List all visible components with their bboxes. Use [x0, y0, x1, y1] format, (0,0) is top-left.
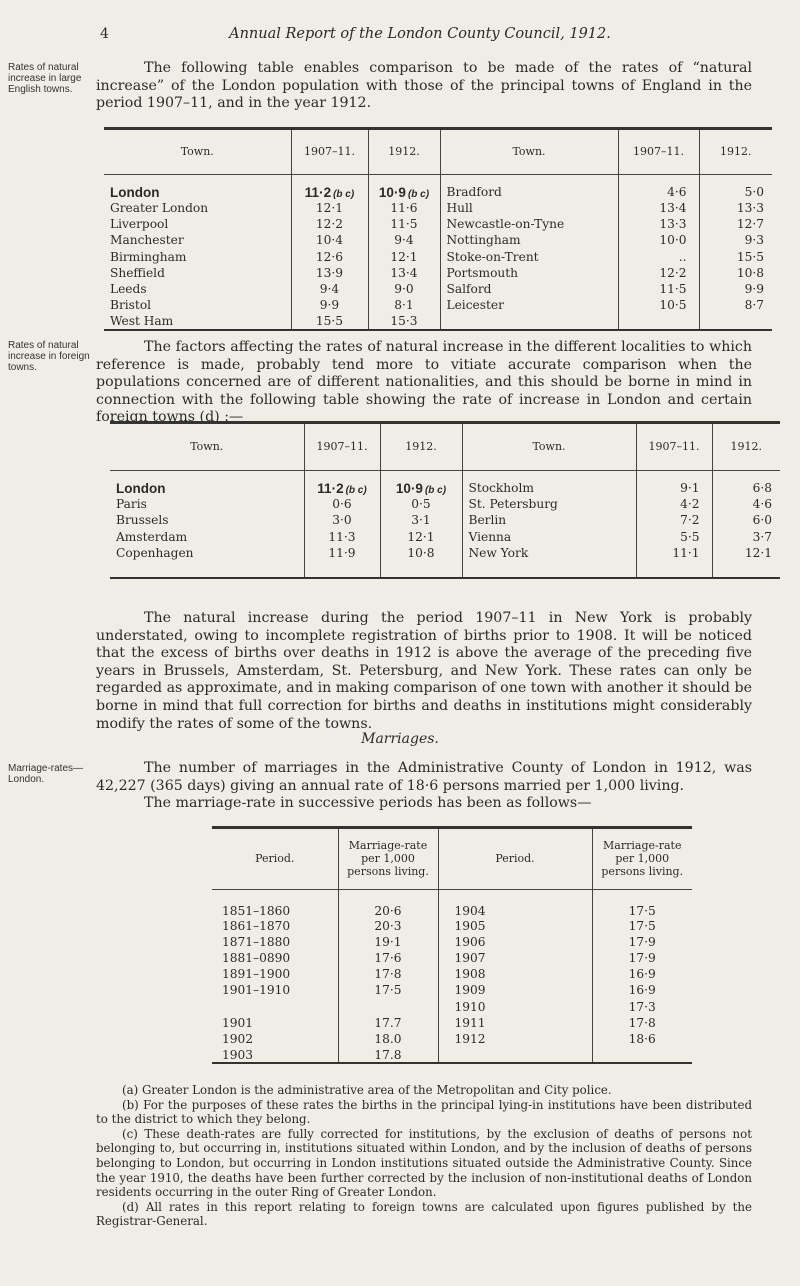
rate-1912-value: 8·1: [394, 298, 414, 313]
town-name-2: Bradford: [440, 174, 618, 200]
period: 1891–1900: [222, 967, 291, 982]
town-label: London: [116, 480, 166, 496]
col-header-town-2: Town.: [462, 424, 636, 470]
town-name: [110, 529, 304, 546]
town-name: [110, 512, 304, 529]
rate-1912-value: 9·4: [394, 233, 414, 248]
period-2: 1905: [438, 918, 592, 934]
period: 1851–1860: [222, 903, 291, 918]
col-header-period-2: Period.: [438, 829, 592, 889]
town-label: London: [110, 184, 160, 200]
rate-1912: [368, 314, 440, 330]
rate-1907-11-note: (b c): [333, 188, 355, 200]
rate-1907-11-2: 9·1: [636, 470, 712, 496]
table-row: [104, 174, 772, 200]
page-header: [100, 26, 740, 42]
table-row: [104, 297, 772, 313]
rate-1912-note: (b c): [424, 484, 447, 496]
rate-1912-2: 9·9: [699, 281, 772, 297]
town-name: [104, 314, 291, 330]
town-label: Paris: [116, 496, 147, 511]
town-name: [104, 232, 291, 248]
rate-1907-11-note: (b c): [345, 484, 367, 496]
rate-1907-11-value: 12·1: [315, 200, 344, 215]
town-label: Bristol: [110, 298, 152, 313]
rate-1912-value: 10·8: [407, 546, 435, 561]
town-label: Birmingham: [110, 249, 187, 264]
rate-1907-11: [291, 248, 368, 264]
rate-1912-2: 3·7: [712, 529, 780, 546]
period: 1861–1870: [222, 918, 291, 933]
rate-1907-11-value: 11·2: [317, 480, 344, 496]
rate-1912-value: 11·5: [390, 216, 418, 231]
town-label: Manchester: [110, 233, 184, 248]
marriage-rate: [338, 998, 438, 1014]
rate-1907-11-2: 13·3: [618, 216, 699, 232]
town-name: [110, 562, 304, 579]
rate-1907-11-2: 5·5: [636, 529, 712, 546]
rate-1907-11-2: ..: [618, 248, 699, 264]
period-2: [438, 1047, 592, 1063]
rate-1907-11-value: 0·6: [332, 496, 352, 511]
marriage-rate-2: 16·9: [592, 982, 692, 998]
rate-1912: [380, 496, 462, 513]
rate-1912-2: 12·1: [712, 545, 780, 562]
rate-1912-2: 13·3: [699, 200, 772, 216]
marriages-paragraph: The number of marriages in the Administrative County of London in 1912, was 42,227 (365 days) giving an annual rate of 18·6 persons married per 1,000 living. The marriage-rate in successive periods has been as follows—: [96, 760, 752, 812]
period: 1902: [222, 1031, 254, 1046]
footnote-a: (a) Greater London is the administrative area of the Metropolitan and City police.: [122, 1083, 612, 1097]
col-header-town: Town.: [190, 440, 224, 454]
rate-1912-2: [712, 562, 780, 579]
marriage-rate-2: 17·5: [592, 889, 692, 918]
rate-1907-11-value: 15·5: [315, 314, 344, 329]
rate-1912: [368, 281, 440, 297]
rate-1912: [380, 470, 462, 496]
rate-1907-11: [291, 314, 368, 330]
marriage-rate: 17·6: [338, 950, 438, 966]
intro-paragraph: The following table enables comparison to be made of the rates of “natural increase” of the London population with those of the principal towns of England in the period 1907–11, and in the year 1912.: [96, 60, 752, 112]
col-header-town: Town.: [180, 145, 214, 159]
rate-1912-2: 15·5: [699, 248, 772, 264]
rate-1907-11-2: 7·2: [636, 512, 712, 529]
rate-1912-value: 3·1: [411, 513, 431, 528]
rate-1912-2: 8·7: [699, 297, 772, 313]
rate-1907-11: [291, 265, 368, 281]
marriages-heading: Marriages.: [361, 731, 439, 747]
period-2: 1910: [438, 998, 592, 1014]
period: [212, 998, 338, 1014]
table-row: [212, 1015, 692, 1031]
margin-note-foreign-towns: Rates of natural increase in foreign towns.: [8, 340, 90, 373]
rate-1907-11-value: 11·9: [328, 546, 356, 561]
table-row: [212, 918, 692, 934]
rate-1907-11-2: 10·0: [618, 232, 699, 248]
town-name: [104, 216, 291, 232]
town-name: [104, 248, 291, 264]
town-name: [110, 496, 304, 513]
rate-1907-11-value: 11·2: [304, 184, 332, 200]
rate-1907-11-2: 10·5: [618, 297, 699, 313]
marriage-rate: 17·8: [338, 966, 438, 982]
table-row: [104, 314, 772, 330]
table-row: [212, 966, 692, 982]
rate-1907-11-value: 10·4: [315, 233, 344, 248]
report-title: Annual Report of the London County Council, 1912.: [229, 26, 611, 42]
rate-1912: [380, 529, 462, 546]
period-2: 1909: [438, 982, 592, 998]
rate-1912: [368, 232, 440, 248]
marriage-rate-2: 16·9: [592, 966, 692, 982]
table-row: [104, 281, 772, 297]
rate-1912: [368, 216, 440, 232]
col-header-1907-11-2: 1907–11.: [618, 130, 699, 174]
town-label: Sheffield: [110, 265, 165, 280]
rate-1912-2: 10·8: [699, 265, 772, 281]
period-2: 1906: [438, 934, 592, 950]
footnotes: [96, 1083, 752, 1229]
table-row: [212, 934, 692, 950]
marriage-rate-2: 18·6: [592, 1031, 692, 1047]
rate-1912: [380, 545, 462, 562]
page-number: 4: [100, 26, 109, 42]
rate-1912-value: 11·6: [390, 200, 418, 215]
rate-1907-11: [291, 281, 368, 297]
town-name: [110, 545, 304, 562]
col-header-1907-11-2: 1907–11.: [636, 424, 712, 470]
foreign-towns-table: [110, 424, 780, 579]
town-label: Leeds: [110, 282, 147, 297]
town-name-2: Leicester: [440, 297, 618, 313]
rate-1907-11: [291, 216, 368, 232]
table-row: [104, 216, 772, 232]
marriage-rate-2: 17·8: [592, 1015, 692, 1031]
table-row: [104, 248, 772, 264]
rate-1912-value: 12·1: [390, 249, 418, 264]
town-name: [104, 281, 291, 297]
table-row: [110, 545, 780, 562]
town-name-2: Newcastle-on-Tyne: [440, 216, 618, 232]
footnote-d: (d) All rates in this report relating to foreign towns are calculated upon figures published by the Registrar-General.: [96, 1199, 752, 1229]
period: 1901: [222, 1015, 254, 1030]
col-header-1912: 1912.: [380, 424, 462, 470]
rate-1912-2: 12·7: [699, 216, 772, 232]
town-name-2: [462, 562, 636, 579]
rate-1907-11: [291, 232, 368, 248]
marriage-rate: 17.7: [338, 1015, 438, 1031]
col-header-1912-2: 1912.: [712, 424, 780, 470]
rate-1907-11: [291, 297, 368, 313]
rate-1907-11-2: [636, 562, 712, 579]
town-label: West Ham: [110, 314, 174, 329]
rate-1907-11: [304, 512, 380, 529]
town-name-2: Vienna: [462, 529, 636, 546]
table-row: [212, 982, 692, 998]
rate-1907-11-2: 11·5: [618, 281, 699, 297]
rate-1907-11-value: 13·9: [315, 265, 344, 280]
rate-1907-11-value: 12·6: [315, 249, 344, 264]
marriage-rate-2: [592, 1047, 692, 1063]
margin-note-marriage: Marriage-rates—London.: [8, 763, 84, 785]
period: 1881–0890: [222, 950, 291, 965]
town-label: Amsterdam: [116, 529, 188, 544]
period-2: 1908: [438, 966, 592, 982]
table-row: [110, 512, 780, 529]
table-row: [110, 529, 780, 546]
rate-1907-11: [304, 496, 380, 513]
rate-1907-11: [304, 545, 380, 562]
rate-1907-11-value: 11·3: [328, 529, 356, 544]
rate-1907-11-value: 9·9: [319, 298, 340, 313]
col-header-1907-11: 1907–11.: [291, 130, 368, 174]
town-name-2: Portsmouth: [440, 265, 618, 281]
rate-1912-2: [699, 314, 772, 330]
period-2: 1911: [438, 1015, 592, 1031]
marriage-rate-table: [212, 829, 692, 1064]
english-towns-table: [104, 130, 772, 331]
rate-1912-2: 4·6: [712, 496, 780, 513]
rate-1907-11-2: 4·6: [618, 174, 699, 200]
town-name-2: Nottingham: [440, 232, 618, 248]
town-name-2: Hull: [440, 200, 618, 216]
col-header-period: Period.: [255, 852, 295, 866]
town-label: Copenhagen: [116, 546, 194, 561]
period-2: 1904: [438, 889, 592, 918]
period: 1903: [222, 1047, 254, 1062]
table-row: [212, 998, 692, 1014]
rate-1912-2: 9·3: [699, 232, 772, 248]
col-header-1912: 1912.: [368, 130, 440, 174]
rate-1907-11-2: 4·2: [636, 496, 712, 513]
rate-1912: [368, 248, 440, 264]
marriage-rate: 17·5: [338, 982, 438, 998]
table-row: [110, 470, 780, 496]
marriage-rate-2: 17·9: [592, 950, 692, 966]
marriage-rate-2: 17·3: [592, 998, 692, 1014]
rate-1912: [380, 562, 462, 579]
margin-note-english-towns: Rates of natural increase in large English towns.: [8, 62, 82, 95]
rate-1912-2: 5·0: [699, 174, 772, 200]
rate-1912: [368, 297, 440, 313]
table-row: [110, 496, 780, 513]
marriage-rate-2: 17·5: [592, 918, 692, 934]
col-header-town-2: Town.: [440, 130, 618, 174]
table-row: [212, 1047, 692, 1063]
marriage-rate-2: 17·9: [592, 934, 692, 950]
rate-1907-11: [304, 562, 380, 579]
marriage-rate: 18.0: [338, 1031, 438, 1047]
rate-1907-11: [304, 470, 380, 496]
town-name: [104, 174, 291, 200]
table-row: [110, 562, 780, 579]
col-header-1907-11: 1907–11.: [304, 424, 380, 470]
town-name: [110, 470, 304, 496]
period-2: 1907: [438, 950, 592, 966]
rate-1912: [368, 200, 440, 216]
town-name-2: Berlin: [462, 512, 636, 529]
new-york-paragraph: The natural increase during the period 1907–11 in New York is probably understated, owing to incomplete registration of births prior to 1908. It will be noticed that the excess of births over deaths in 1912 is above the average of the preceding five years in Brussels, Amsterdam, St. Petersburg, and New York. These rates can only be regarded as approximate, and in making comparison of one town with another it should be borne in mind that full correction for births and deaths in institutions might considerably modify the rates of some of the towns.: [96, 610, 752, 732]
period: 1871–1880: [222, 934, 291, 949]
town-name-2: Stockholm: [462, 470, 636, 496]
marriage-rate: 17.8: [338, 1047, 438, 1063]
town-name: [104, 200, 291, 216]
town-name-2: St. Petersburg: [462, 496, 636, 513]
rate-1912-value: 10·9: [395, 480, 423, 496]
period-2: 1912: [438, 1031, 592, 1047]
town-name-2: New York: [462, 545, 636, 562]
table-row: [104, 232, 772, 248]
table-row: [212, 889, 692, 918]
rate-1907-11: [291, 174, 368, 200]
rate-1912-value: 0·5: [411, 496, 431, 511]
rate-1912-value: 9·0: [394, 282, 414, 297]
factors-paragraph: The factors affecting the rates of natural increase in the different localities to which reference is made, probably tend more to vitiate accurate comparison when the populations concerned are of different nationalities, and this should be borne in mind in connection with the following table showing the rate of increase in London and certain foreign towns (d) :—: [96, 339, 752, 426]
rate-1907-11-2: [618, 314, 699, 330]
table-row: [212, 1031, 692, 1047]
marriage-rate: 19·1: [338, 934, 438, 950]
rate-1907-11: [304, 529, 380, 546]
rate-1907-11-value: 9·4: [319, 282, 340, 297]
table-row: [104, 200, 772, 216]
rate-1912: [368, 174, 440, 200]
period: 1901–1910: [222, 983, 291, 998]
rate-1912-value: 10·9: [378, 184, 406, 200]
town-name: [104, 265, 291, 281]
rate-1907-11-2: 12·2: [618, 265, 699, 281]
town-name-2: [440, 314, 618, 330]
rate-1912: [380, 512, 462, 529]
town-name-2: Stoke-on-Trent: [440, 248, 618, 264]
table-row: [212, 950, 692, 966]
col-header-rate: Marriage-rate per 1,000 persons living.: [338, 829, 438, 889]
footnote-b: (b) For the purposes of these rates the births in the principal lying-in institutions have been distributed to the district to which they belong.: [96, 1097, 752, 1127]
rate-1912-2: 6·8: [712, 470, 780, 496]
col-header-1912-2: 1912.: [699, 130, 772, 174]
town-name: [104, 297, 291, 313]
town-label: Brussels: [116, 513, 169, 528]
rate-1912-2: 6·0: [712, 512, 780, 529]
rate-1907-11-value: 12·2: [315, 216, 344, 231]
rate-1907-11-2: 13·4: [618, 200, 699, 216]
rate-1912-value: 13·4: [390, 265, 418, 280]
rate-1907-11-value: 3·0: [332, 513, 352, 528]
town-label: Greater London: [110, 200, 209, 215]
rate-1907-11: [291, 200, 368, 216]
marriage-rate: 20·6: [338, 889, 438, 918]
rate-1912-value: 15·3: [390, 314, 418, 329]
town-label: Liverpool: [110, 216, 169, 231]
table-row: [104, 265, 772, 281]
marriage-rate: 20·3: [338, 918, 438, 934]
rate-1907-11-2: 11·1: [636, 545, 712, 562]
rate-1912: [368, 265, 440, 281]
town-name-2: Salford: [440, 281, 618, 297]
footnote-c: (c) These death-rates are fully corrected for institutions, by the exclusion of deaths of persons not belonging to, but occurring in, institutions situated within London, and by the inclusion of deaths of persons belonging to London, but occurring in London institutions situated outside the Administrative County. Since the year 1910, the deaths have been further corrected by the inclusion of non-institutional deaths of London residents occurring in the outer Ring of Greater London.: [96, 1126, 752, 1200]
col-header-rate-2: Marriage-rate per 1,000 persons living.: [592, 829, 692, 889]
rate-1912-value: 12·1: [407, 529, 435, 544]
rate-1912-note: (b c): [407, 188, 430, 200]
